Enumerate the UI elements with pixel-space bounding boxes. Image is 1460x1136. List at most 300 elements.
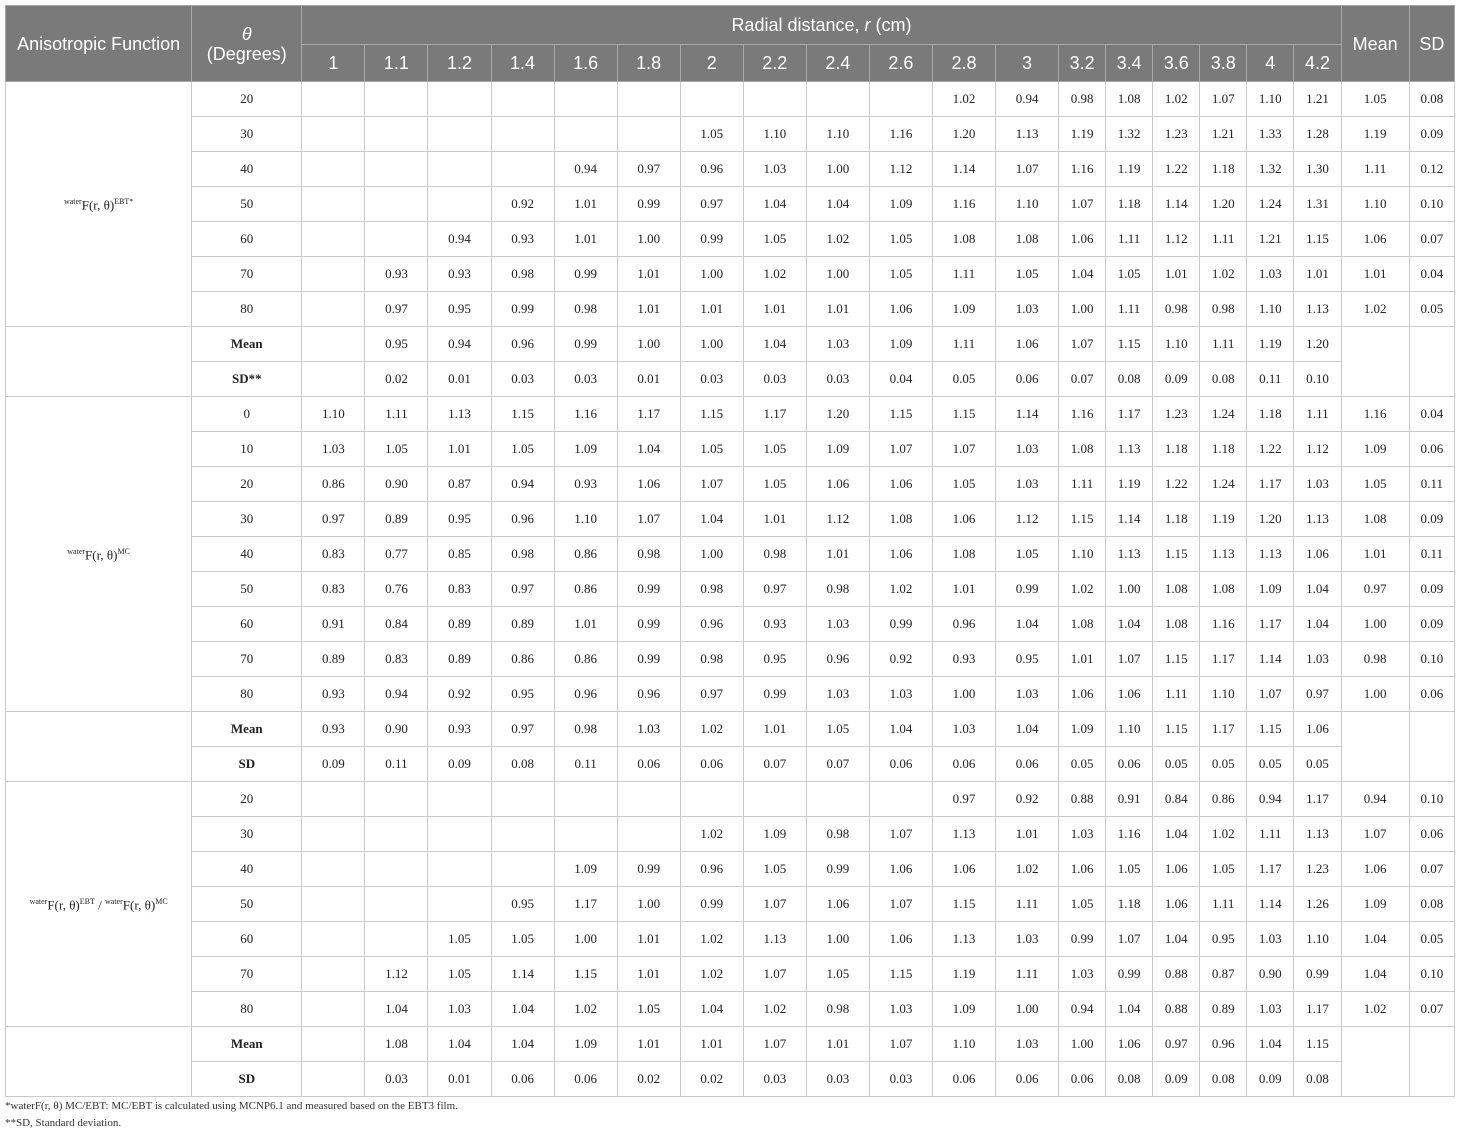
value-cell: 1.05 [680,117,743,152]
value-cell: 1.11 [1200,887,1247,922]
stats-empty-sd [1409,1027,1454,1097]
group-label-sup: water [63,197,82,207]
group-label-sep: / [94,897,105,913]
value-cell [428,117,491,152]
stats-group-cell [6,327,192,397]
value-cell [365,852,428,887]
value-cell [428,152,491,187]
value-cell: 1.20 [1247,502,1294,537]
stat-value-cell: 0.07 [1059,362,1106,397]
stat-value-cell: 1.08 [365,1027,428,1062]
row-mean-cell: 1.01 [1341,257,1409,292]
value-cell: 1.04 [491,992,554,1027]
value-cell: 1.22 [1247,432,1294,467]
row-mean-cell: 1.02 [1341,292,1409,327]
value-cell: 1.24 [1200,397,1247,432]
value-cell: 1.18 [1247,397,1294,432]
value-cell: 0.95 [428,502,491,537]
value-cell: 1.06 [1153,852,1200,887]
value-cell: 0.93 [302,677,365,712]
row-mean-cell: 1.19 [1341,117,1409,152]
value-cell: 1.01 [617,292,680,327]
theta-cell: 60 [192,222,302,257]
value-cell: 1.23 [1294,852,1341,887]
value-cell: 0.98 [1153,292,1200,327]
value-cell: 1.11 [996,887,1059,922]
row-sd-cell: 0.10 [1409,782,1454,817]
value-cell: 1.17 [1247,467,1294,502]
value-cell: 0.94 [365,677,428,712]
value-cell: 0.94 [1059,992,1106,1027]
value-cell: 1.20 [806,397,869,432]
value-cell: 1.15 [1059,502,1106,537]
value-cell: 1.16 [1059,397,1106,432]
stats-row [6,327,1455,362]
stat-value-cell: 1.00 [680,327,743,362]
row-sd-cell: 0.04 [1409,397,1454,432]
value-cell: 1.05 [1059,887,1106,922]
stat-value-cell: 0.97 [1153,1027,1200,1062]
stat-value-cell: 0.06 [1106,747,1153,782]
value-cell: 1.17 [743,397,806,432]
value-cell: 0.99 [617,607,680,642]
row-mean-cell: 1.10 [1341,187,1409,222]
value-cell: 1.01 [996,817,1059,852]
value-cell: 1.07 [1106,642,1153,677]
stat-value-cell: 1.01 [743,712,806,747]
stat-value-cell: 0.03 [365,1062,428,1097]
table-row [6,992,1455,1027]
value-cell: 1.04 [1294,607,1341,642]
row-sd-cell: 0.09 [1409,607,1454,642]
stat-value-cell: 1.00 [617,327,680,362]
value-cell: 1.08 [1153,572,1200,607]
value-cell [491,782,554,817]
value-cell [617,817,680,852]
stat-value-cell: 1.15 [1153,712,1200,747]
value-cell: 1.19 [932,957,995,992]
value-cell: 1.18 [1106,887,1153,922]
row-sd-cell: 0.04 [1409,257,1454,292]
radius-header: 1.8 [617,45,680,82]
table-row [6,642,1455,677]
value-cell: 1.26 [1294,887,1341,922]
value-cell: 1.31 [1294,187,1341,222]
value-cell: 1.07 [869,432,932,467]
radial-var: r [864,14,871,35]
value-cell [617,82,680,117]
value-cell [365,782,428,817]
value-cell: 1.08 [1106,82,1153,117]
value-cell: 1.01 [554,222,617,257]
header-theta [192,6,302,82]
value-cell: 1.07 [1106,922,1153,957]
row-mean-cell: 1.16 [1341,397,1409,432]
value-cell: 1.06 [806,887,869,922]
theta-cell: 70 [192,957,302,992]
value-cell: 1.04 [806,187,869,222]
theta-cell: 30 [192,117,302,152]
value-cell: 1.18 [1200,432,1247,467]
row-mean-cell: 1.11 [1341,152,1409,187]
value-cell: 0.92 [491,187,554,222]
value-cell: 0.92 [428,677,491,712]
value-cell: 0.95 [491,887,554,922]
value-cell: 0.93 [428,257,491,292]
value-cell [365,152,428,187]
value-cell: 1.17 [1294,992,1341,1027]
theta-cell: 80 [192,292,302,327]
value-cell [302,957,365,992]
value-cell: 1.01 [806,292,869,327]
theta-cell: 40 [192,152,302,187]
stat-value-cell: 0.05 [1059,747,1106,782]
value-cell: 0.92 [869,642,932,677]
value-cell: 0.89 [428,642,491,677]
value-cell: 1.05 [869,222,932,257]
value-cell: 1.13 [428,397,491,432]
value-cell: 1.17 [1247,607,1294,642]
radius-header: 4 [1247,45,1294,82]
theta-unit: (Degrees) [206,43,287,64]
radial-label: Radial distance, [731,14,865,35]
stat-value-cell: 1.03 [806,327,869,362]
value-cell: 1.04 [743,187,806,222]
value-cell: 0.87 [1200,957,1247,992]
stat-value-cell: 1.07 [869,1027,932,1062]
value-cell: 1.13 [1294,817,1341,852]
value-cell: 0.96 [680,852,743,887]
row-sd-cell: 0.10 [1409,642,1454,677]
value-cell: 1.04 [1059,257,1106,292]
value-cell: 1.09 [743,817,806,852]
value-cell: 0.98 [554,292,617,327]
value-cell: 1.01 [680,292,743,327]
value-cell: 1.07 [617,502,680,537]
value-cell: 1.11 [932,257,995,292]
value-cell: 1.01 [806,537,869,572]
theta-cell: 30 [192,817,302,852]
stat-value-cell: 1.15 [1294,1027,1341,1062]
row-sd-cell: 0.07 [1409,222,1454,257]
value-cell: 0.99 [1294,957,1341,992]
value-cell: 0.91 [302,607,365,642]
stat-value-cell: 0.06 [554,1062,617,1097]
table-row [6,292,1455,327]
value-cell: 1.13 [1106,432,1153,467]
value-cell: 0.99 [617,852,680,887]
stat-value-cell: 0.03 [869,1062,932,1097]
stat-label: SD [192,747,302,782]
value-cell: 1.00 [932,677,995,712]
value-cell: 1.04 [617,432,680,467]
value-cell: 1.07 [932,432,995,467]
value-cell: 1.00 [617,887,680,922]
stat-value-cell: 0.06 [932,747,995,782]
value-cell: 1.07 [743,957,806,992]
value-cell [365,922,428,957]
value-cell: 1.04 [996,607,1059,642]
stat-value-cell: 1.04 [869,712,932,747]
value-cell: 1.05 [491,922,554,957]
value-cell: 1.03 [1294,642,1341,677]
value-cell: 0.93 [491,222,554,257]
value-cell: 0.94 [428,222,491,257]
value-cell [302,117,365,152]
value-cell: 1.05 [428,957,491,992]
value-cell: 1.15 [1153,537,1200,572]
stat-value-cell: 0.93 [428,712,491,747]
value-cell [743,782,806,817]
theta-cell: 70 [192,257,302,292]
value-cell: 1.07 [996,152,1059,187]
value-cell [428,852,491,887]
theta-cell: 50 [192,887,302,922]
value-cell: 1.10 [1059,537,1106,572]
value-cell [428,187,491,222]
value-cell [428,782,491,817]
stat-value-cell: 1.06 [1294,712,1341,747]
value-cell: 0.93 [743,607,806,642]
value-cell: 0.85 [428,537,491,572]
stat-value-cell: 0.03 [680,362,743,397]
group-label-sup2: EBT* [114,197,134,207]
value-cell [617,117,680,152]
row-mean-cell: 0.98 [1341,642,1409,677]
stat-value-cell: 1.10 [932,1027,995,1062]
stat-value-cell: 0.09 [1153,1062,1200,1097]
stat-value-cell: 1.07 [743,1027,806,1062]
value-cell: 1.14 [1247,887,1294,922]
value-cell: 0.89 [365,502,428,537]
value-cell: 1.15 [932,397,995,432]
stat-value-cell: 0.08 [1294,1062,1341,1097]
stat-value-cell: 1.05 [806,712,869,747]
value-cell [365,117,428,152]
stat-value-cell: 1.11 [932,327,995,362]
stat-value-cell: 0.09 [1153,362,1200,397]
theta-cell: 20 [192,467,302,502]
group-label [6,782,192,1027]
value-cell: 0.92 [996,782,1059,817]
stat-value-cell [302,362,365,397]
value-cell: 1.01 [554,607,617,642]
value-cell: 0.89 [491,607,554,642]
value-cell: 1.07 [1059,187,1106,222]
value-cell: 0.98 [806,817,869,852]
radius-header: 3 [996,45,1059,82]
header-mean: Mean [1341,6,1409,82]
radius-header: 3.2 [1059,45,1106,82]
value-cell: 0.86 [554,572,617,607]
value-cell: 1.03 [996,432,1059,467]
value-cell: 1.03 [1294,467,1341,502]
value-cell: 1.16 [1200,607,1247,642]
stat-value-cell: 0.06 [996,362,1059,397]
stats-row [6,1027,1455,1062]
row-sd-cell: 0.09 [1409,572,1454,607]
value-cell: 1.06 [869,467,932,502]
value-cell [302,82,365,117]
value-cell: 1.15 [869,397,932,432]
radius-header: 1 [302,45,365,82]
group-label-sup3: water [105,897,123,907]
row-sd-cell: 0.05 [1409,922,1454,957]
row-sd-cell: 0.11 [1409,537,1454,572]
value-cell: 1.17 [1247,852,1294,887]
row-mean-cell: 1.05 [1341,82,1409,117]
radius-header: 2.4 [806,45,869,82]
group-label-sup4: MC [155,897,168,907]
value-cell [428,817,491,852]
value-cell [554,782,617,817]
stat-value-cell: 1.09 [554,1027,617,1062]
value-cell: 0.95 [491,677,554,712]
value-cell: 0.98 [680,572,743,607]
value-cell: 1.13 [743,922,806,957]
value-cell: 1.04 [1153,922,1200,957]
value-cell: 1.00 [617,222,680,257]
value-cell: 1.06 [617,467,680,502]
theta-cell: 40 [192,537,302,572]
stat-value-cell: 1.01 [680,1027,743,1062]
row-sd-cell: 0.05 [1409,292,1454,327]
table-row [6,817,1455,852]
value-cell: 1.07 [743,887,806,922]
theta-cell: 50 [192,572,302,607]
value-cell: 1.15 [932,887,995,922]
table-row [6,537,1455,572]
value-cell: 1.03 [996,677,1059,712]
value-cell: 1.02 [554,992,617,1027]
footnote-1: *waterF(r, θ) MC/EBT: MC/EBT is calculated using MCNP6.1 and measured based on the EBT3 film. [5,1100,458,1112]
row-mean-cell: 1.00 [1341,607,1409,642]
stat-value-cell: 0.07 [806,747,869,782]
stat-value-cell: 0.06 [1059,1062,1106,1097]
value-cell [302,782,365,817]
value-cell: 1.19 [1106,467,1153,502]
value-cell [302,922,365,957]
value-cell: 1.05 [869,257,932,292]
value-cell: 0.88 [1153,992,1200,1027]
value-cell: 1.15 [1153,642,1200,677]
value-cell: 1.09 [806,432,869,467]
value-cell: 1.03 [1247,922,1294,957]
value-cell: 0.93 [554,467,617,502]
footnote-2: **SD, Standard deviation. [5,1117,122,1129]
stats-row [6,1062,1455,1097]
value-cell: 0.97 [932,782,995,817]
value-cell [302,992,365,1027]
value-cell: 1.03 [806,677,869,712]
value-cell: 1.01 [617,922,680,957]
value-cell: 0.89 [302,642,365,677]
value-cell: 1.04 [1294,572,1341,607]
table-row [6,922,1455,957]
value-cell: 1.17 [1106,397,1153,432]
value-cell: 1.32 [1247,152,1294,187]
row-sd-cell: 0.09 [1409,502,1454,537]
stat-value-cell: 1.03 [617,712,680,747]
value-cell: 1.13 [932,817,995,852]
stat-value-cell: 0.05 [1153,747,1200,782]
value-cell: 1.06 [869,922,932,957]
row-mean-cell: 1.06 [1341,222,1409,257]
value-cell: 0.99 [617,187,680,222]
value-cell: 0.97 [491,572,554,607]
value-cell: 1.21 [1294,82,1341,117]
value-cell: 1.16 [932,187,995,222]
value-cell: 0.83 [428,572,491,607]
stat-label: Mean [192,327,302,362]
value-cell: 1.14 [1106,502,1153,537]
value-cell [302,817,365,852]
value-cell: 0.95 [428,292,491,327]
row-mean-cell: 1.04 [1341,957,1409,992]
value-cell: 1.05 [743,467,806,502]
table-row [6,432,1455,467]
table-row [6,957,1455,992]
stat-label: SD** [192,362,302,397]
stats-row [6,747,1455,782]
value-cell [428,887,491,922]
group-label-sup: water [29,897,48,907]
stat-value-cell: 1.19 [1247,327,1294,362]
value-cell: 1.10 [743,117,806,152]
value-cell: 1.05 [617,992,680,1027]
group-label [6,82,192,327]
value-cell [491,817,554,852]
value-cell: 1.06 [806,467,869,502]
value-cell: 1.09 [554,852,617,887]
stat-value-cell: 0.01 [428,362,491,397]
stat-value-cell: 0.04 [869,362,932,397]
value-cell: 1.03 [996,292,1059,327]
stats-empty-mean [1341,327,1409,397]
stats-row [6,712,1455,747]
value-cell: 1.00 [1106,572,1153,607]
value-cell: 1.01 [554,187,617,222]
row-mean-cell: 1.09 [1341,432,1409,467]
row-mean-cell: 1.02 [1341,992,1409,1027]
stat-value-cell: 1.04 [1247,1027,1294,1062]
value-cell: 1.05 [743,852,806,887]
table-row [6,467,1455,502]
value-cell [302,887,365,922]
value-cell: 1.08 [932,222,995,257]
stat-value-cell: 0.11 [554,747,617,782]
table-row [6,852,1455,887]
stat-label: SD [192,1062,302,1097]
stat-value-cell: 1.11 [1200,327,1247,362]
value-cell: 0.97 [617,152,680,187]
value-cell [869,82,932,117]
value-cell: 1.03 [996,467,1059,502]
stats-empty-sd [1409,712,1454,782]
value-cell [680,782,743,817]
value-cell: 0.88 [1059,782,1106,817]
value-cell: 1.13 [1106,537,1153,572]
row-sd-cell: 0.12 [1409,152,1454,187]
value-cell: 1.06 [869,852,932,887]
value-cell: 1.03 [869,992,932,1027]
radius-header: 3.4 [1106,45,1153,82]
value-cell: 0.87 [428,467,491,502]
value-cell: 0.98 [680,642,743,677]
value-cell: 1.05 [491,432,554,467]
value-cell: 0.97 [365,292,428,327]
stat-value-cell: 0.03 [806,362,869,397]
